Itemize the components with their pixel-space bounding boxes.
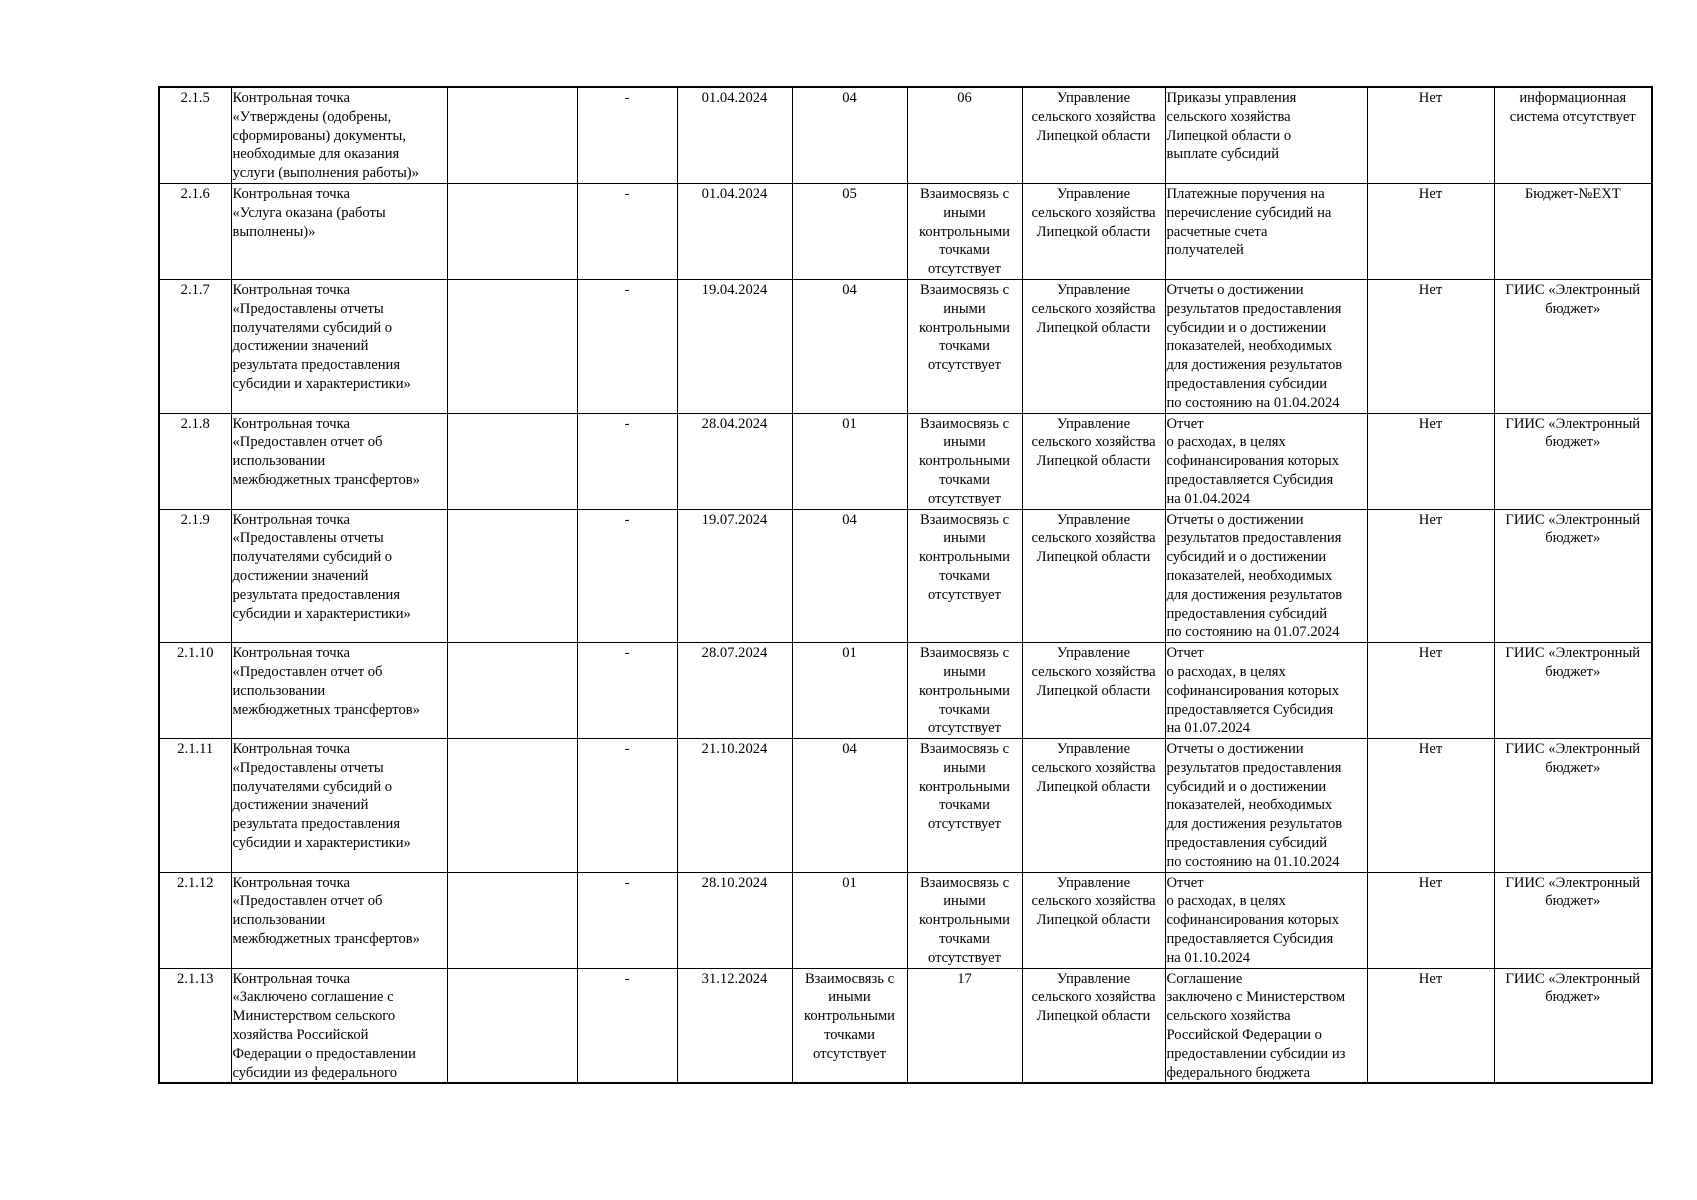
info-system: ГИИС «Электронный бюджет»	[1494, 413, 1652, 509]
control-point-name: Контрольная точка «Услуга оказана (работы выполнены)»	[231, 183, 447, 279]
empty-cell	[447, 643, 577, 739]
flag-cell: Нет	[1367, 872, 1494, 968]
document-type: Отчеты о достижении результатов предоставления субсидий и о достижении показателей, необходимых для достижения результатов предоставления субсидий по состоянию на 01.07.2024	[1165, 509, 1367, 643]
code-cell: Взаимосвязь с иными контрольными точками отсутствует	[792, 968, 907, 1083]
responsible-org: Управление сельского хозяйства Липецкой области	[1022, 183, 1165, 279]
row-number: 2.1.6	[159, 183, 231, 279]
flag-cell: Нет	[1367, 739, 1494, 873]
flag-cell: Нет	[1367, 279, 1494, 413]
flag-cell: Нет	[1367, 643, 1494, 739]
responsible-org: Управление сельского хозяйства Липецкой области	[1022, 643, 1165, 739]
document-type: Отчеты о достижении результатов предоставления субсидий и о достижении показателей, необходимых для достижения результатов предоставления субсидий по состоянию на 01.10.2024	[1165, 739, 1367, 873]
flag-cell: Нет	[1367, 413, 1494, 509]
dash-cell: -	[577, 183, 677, 279]
control-points-table	[158, 86, 1653, 1084]
document-type: Приказы управления сельского хозяйства Липецкой области о выплате субсидий	[1165, 87, 1367, 183]
link-cell: 06	[907, 87, 1022, 183]
responsible-org: Управление сельского хозяйства Липецкой области	[1022, 968, 1165, 1083]
empty-cell	[447, 183, 577, 279]
flag-cell: Нет	[1367, 509, 1494, 643]
link-cell: Взаимосвязь с иными контрольными точками отсутствует	[907, 739, 1022, 873]
link-cell: 17	[907, 968, 1022, 1083]
control-point-name: Контрольная точка «Предоставлены отчеты получателями субсидий о достижении значений результата предоставления субсидии и характеристики»	[231, 739, 447, 873]
control-point-name: Контрольная точка «Предоставлены отчеты получателями субсидий о достижении значений результата предоставления субсидии и характеристики»	[231, 509, 447, 643]
date-cell: 01.04.2024	[677, 183, 792, 279]
date-cell: 28.07.2024	[677, 643, 792, 739]
dash-cell: -	[577, 279, 677, 413]
control-point-name: Контрольная точка «Предоставлены отчеты получателями субсидий о достижении значений результата предоставления субсидии и характеристики»	[231, 279, 447, 413]
info-system: ГИИС «Электронный бюджет»	[1494, 279, 1652, 413]
document-type: Соглашение заключено с Министерством сельского хозяйства Российской Федерации о предоставлении субсидии из федерального бюджета	[1165, 968, 1367, 1083]
date-cell: 19.04.2024	[677, 279, 792, 413]
code-cell: 01	[792, 872, 907, 968]
table-row	[159, 183, 1652, 279]
control-point-name: Контрольная точка «Заключено соглашение с Министерством сельского хозяйства Российской Федерации о предоставлении субсидии из федерального	[231, 968, 447, 1083]
date-cell: 21.10.2024	[677, 739, 792, 873]
dash-cell: -	[577, 968, 677, 1083]
responsible-org: Управление сельского хозяйства Липецкой области	[1022, 872, 1165, 968]
link-cell: Взаимосвязь с иными контрольными точками отсутствует	[907, 279, 1022, 413]
dash-cell: -	[577, 739, 677, 873]
empty-cell	[447, 872, 577, 968]
date-cell: 28.04.2024	[677, 413, 792, 509]
link-cell: Взаимосвязь с иными контрольными точками отсутствует	[907, 509, 1022, 643]
responsible-org: Управление сельского хозяйства Липецкой области	[1022, 509, 1165, 643]
link-cell: Взаимосвязь с иными контрольными точками отсутствует	[907, 643, 1022, 739]
empty-cell	[447, 279, 577, 413]
dash-cell: -	[577, 413, 677, 509]
table-row	[159, 968, 1652, 1083]
document-type: Отчеты о достижении результатов предоставления субсидии и о достижении показателей, необходимых для достижения результатов предоставления субсидии по состоянию на 01.04.2024	[1165, 279, 1367, 413]
table-row	[159, 413, 1652, 509]
link-cell: Взаимосвязь с иными контрольными точками отсутствует	[907, 413, 1022, 509]
dash-cell: -	[577, 509, 677, 643]
flag-cell: Нет	[1367, 87, 1494, 183]
responsible-org: Управление сельского хозяйства Липецкой области	[1022, 87, 1165, 183]
empty-cell	[447, 968, 577, 1083]
table-row	[159, 872, 1652, 968]
dash-cell: -	[577, 87, 677, 183]
info-system: информационная система отсутствует	[1494, 87, 1652, 183]
dash-cell: -	[577, 643, 677, 739]
code-cell: 04	[792, 279, 907, 413]
link-cell: Взаимосвязь с иными контрольными точками отсутствует	[907, 183, 1022, 279]
document-type: Отчет о расходах, в целях софинансирования которых предоставляется Субсидия на 01.07.2024	[1165, 643, 1367, 739]
date-cell: 01.04.2024	[677, 87, 792, 183]
info-system: ГИИС «Электронный бюджет»	[1494, 968, 1652, 1083]
responsible-org: Управление сельского хозяйства Липецкой области	[1022, 413, 1165, 509]
table-body	[159, 87, 1652, 1083]
info-system: Бюджет-№ЕХТ	[1494, 183, 1652, 279]
info-system: ГИИС «Электронный бюджет»	[1494, 872, 1652, 968]
empty-cell	[447, 739, 577, 873]
table-row	[159, 509, 1652, 643]
code-cell: 01	[792, 643, 907, 739]
table-row	[159, 87, 1652, 183]
table-row	[159, 739, 1652, 873]
date-cell: 31.12.2024	[677, 968, 792, 1083]
row-number: 2.1.8	[159, 413, 231, 509]
empty-cell	[447, 413, 577, 509]
flag-cell: Нет	[1367, 183, 1494, 279]
code-cell: 01	[792, 413, 907, 509]
responsible-org: Управление сельского хозяйства Липецкой области	[1022, 739, 1165, 873]
document-type: Отчет о расходах, в целях софинансирования которых предоставляется Субсидия на 01.04.2024	[1165, 413, 1367, 509]
flag-cell: Нет	[1367, 968, 1494, 1083]
date-cell: 19.07.2024	[677, 509, 792, 643]
empty-cell	[447, 509, 577, 643]
document-type: Платежные поручения на перечисление субсидий на расчетные счета получателей	[1165, 183, 1367, 279]
control-point-name: Контрольная точка «Предоставлен отчет об использовании межбюджетных трансфертов»	[231, 872, 447, 968]
row-number: 2.1.13	[159, 968, 231, 1083]
empty-cell	[447, 87, 577, 183]
document-type: Отчет о расходах, в целях софинансирования которых предоставляется Субсидия на 01.10.2024	[1165, 872, 1367, 968]
link-cell: Взаимосвязь с иными контрольными точками отсутствует	[907, 872, 1022, 968]
row-number: 2.1.7	[159, 279, 231, 413]
row-number: 2.1.12	[159, 872, 231, 968]
date-cell: 28.10.2024	[677, 872, 792, 968]
control-point-name: Контрольная точка «Утверждены (одобрены, сформированы) документы, необходимые для оказания услуги (выполнения работы)»	[231, 87, 447, 183]
info-system: ГИИС «Электронный бюджет»	[1494, 643, 1652, 739]
code-cell: 05	[792, 183, 907, 279]
table-row	[159, 643, 1652, 739]
info-system: ГИИС «Электронный бюджет»	[1494, 509, 1652, 643]
control-point-name: Контрольная точка «Предоставлен отчет об использовании межбюджетных трансфертов»	[231, 413, 447, 509]
code-cell: 04	[792, 509, 907, 643]
table-row	[159, 279, 1652, 413]
info-system: ГИИС «Электронный бюджет»	[1494, 739, 1652, 873]
row-number: 2.1.11	[159, 739, 231, 873]
code-cell: 04	[792, 739, 907, 873]
row-number: 2.1.9	[159, 509, 231, 643]
code-cell: 04	[792, 87, 907, 183]
responsible-org: Управление сельского хозяйства Липецкой области	[1022, 279, 1165, 413]
row-number: 2.1.10	[159, 643, 231, 739]
row-number: 2.1.5	[159, 87, 231, 183]
dash-cell: -	[577, 872, 677, 968]
control-point-name: Контрольная точка «Предоставлен отчет об использовании межбюджетных трансфертов»	[231, 643, 447, 739]
